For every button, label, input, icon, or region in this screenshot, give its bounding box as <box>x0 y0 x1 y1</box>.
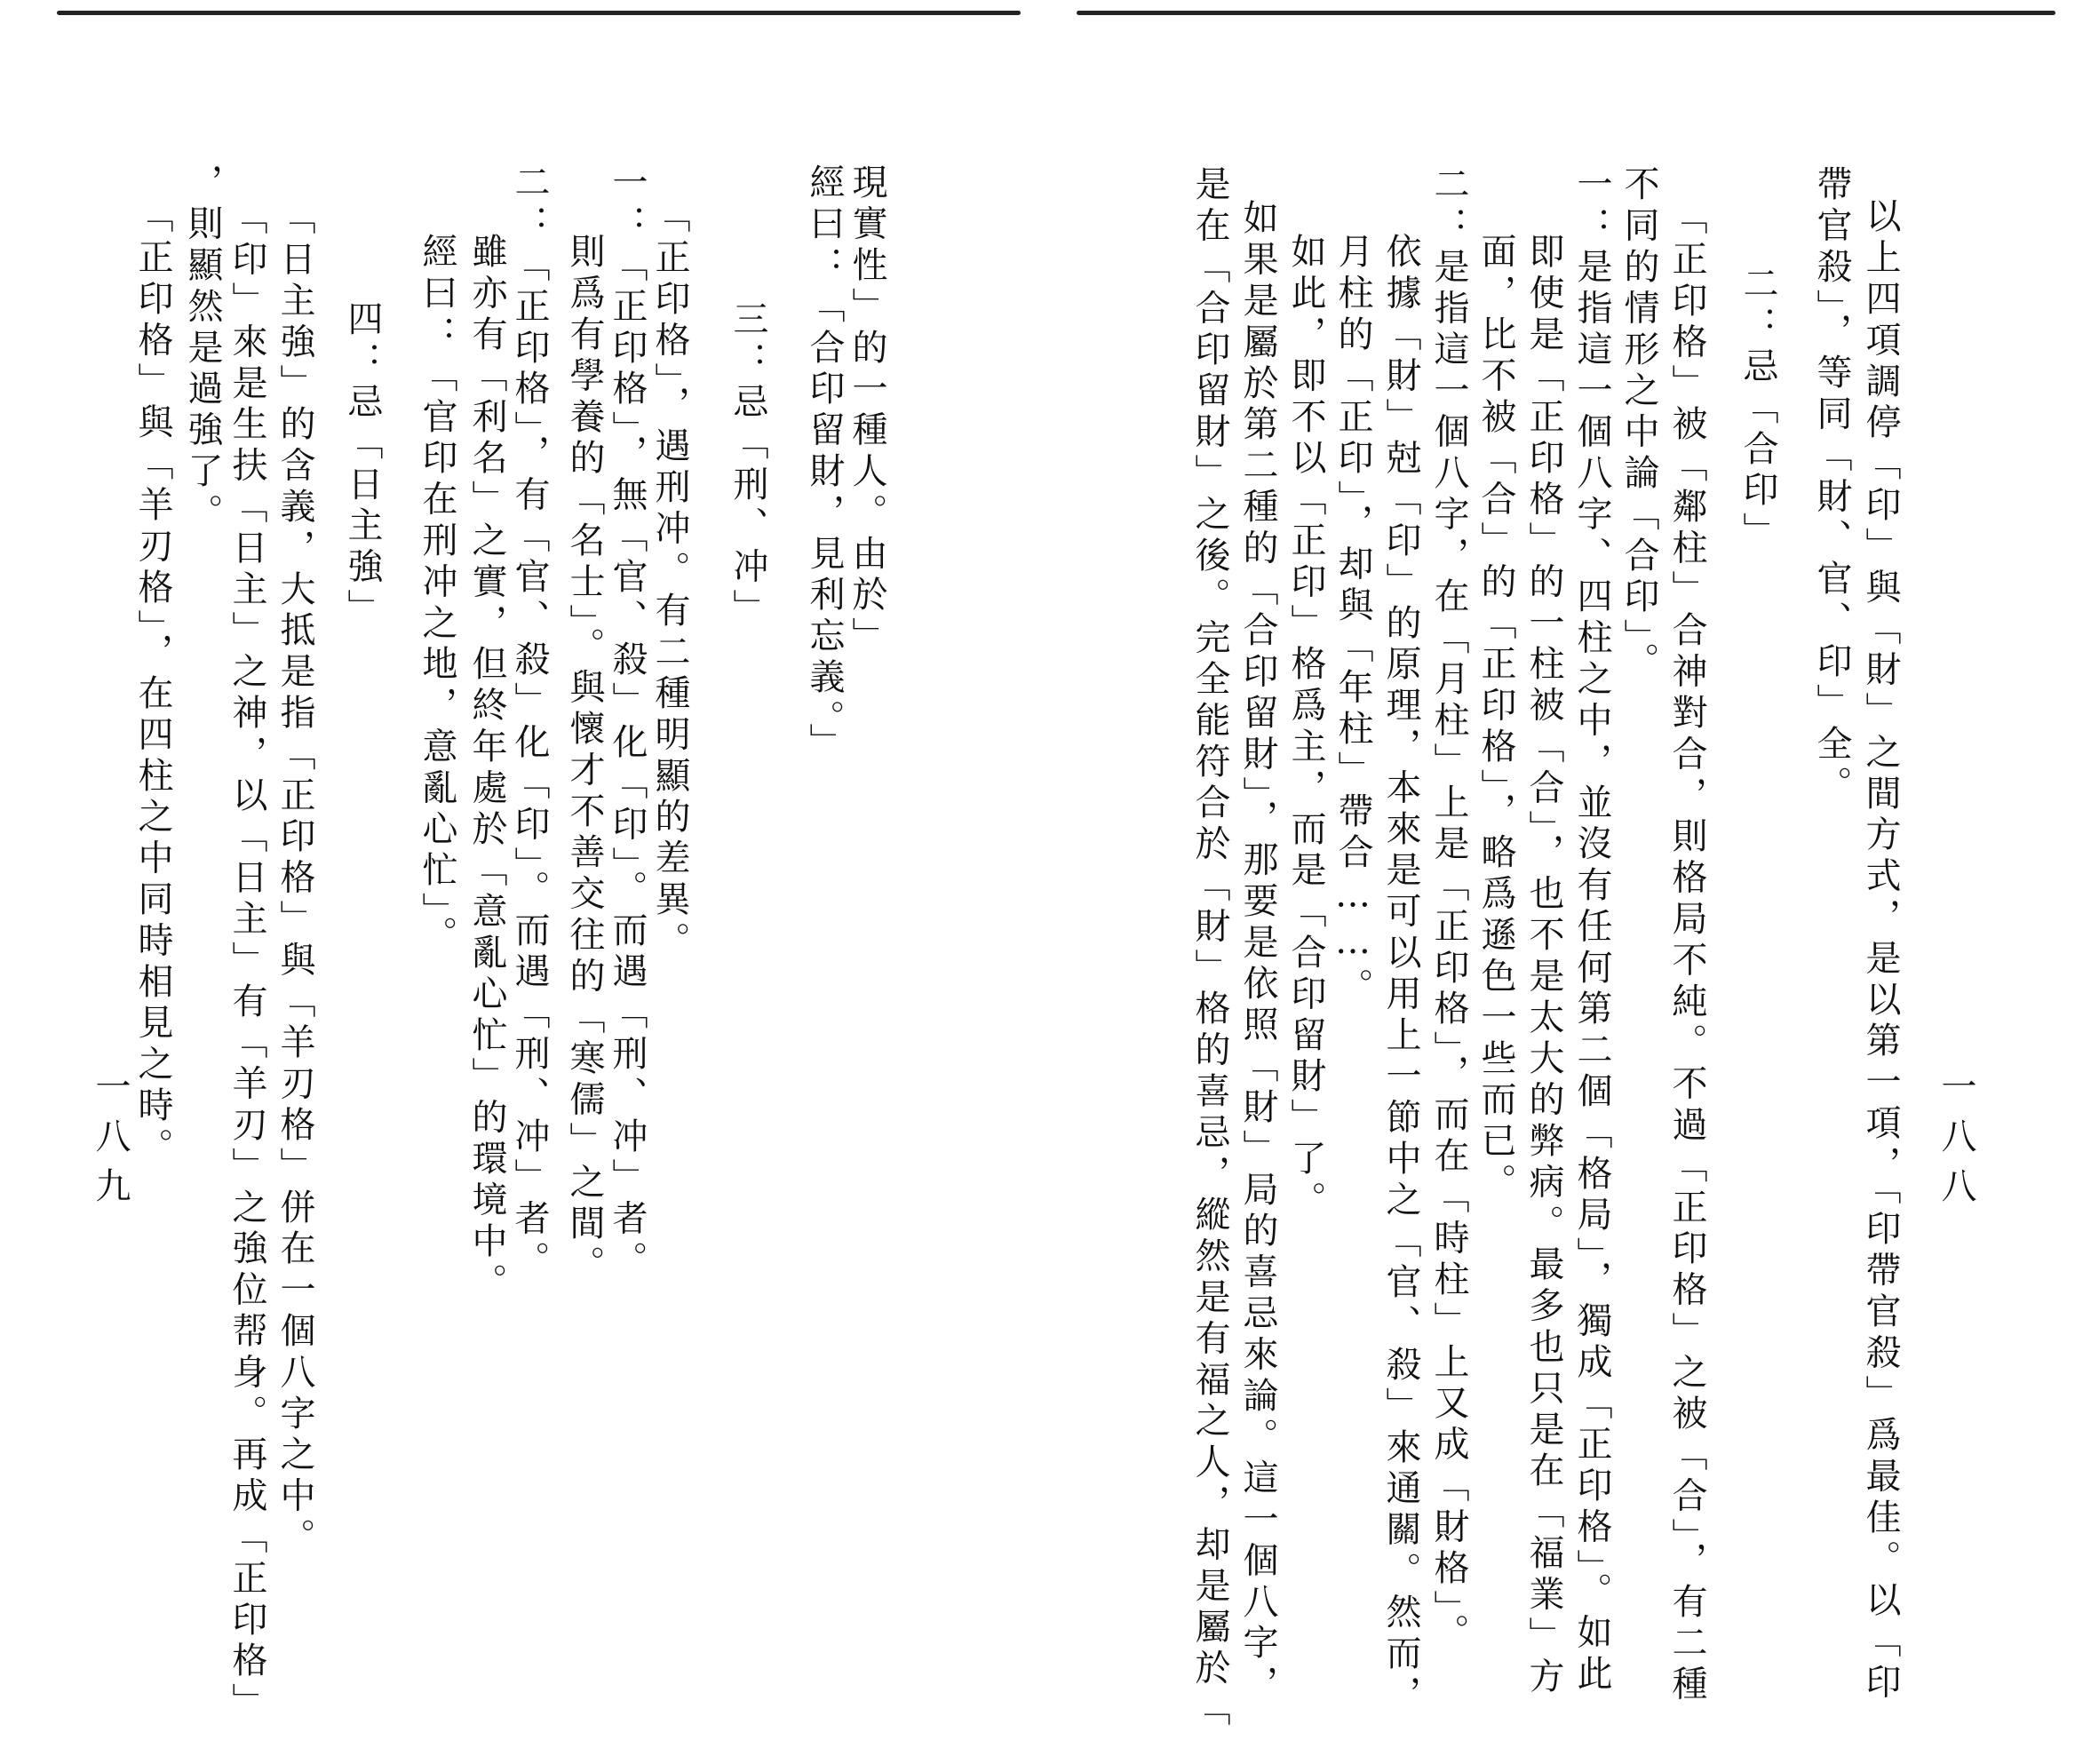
right-column-9: 二：是指這一個八字，在「月柱」上是「正印格」，而在「時柱」上又成「財格」。 <box>1428 165 1469 1655</box>
left-column-7: 二：「正印格」，有「官、殺」化「印」。而遇「刑、冲」者。 <box>509 163 550 1283</box>
left-column-5: 一：「正印格」，無「官、殺」化「印」。而遇「刑、冲」者。 <box>607 163 648 1283</box>
left-page-number: 一八九 <box>90 1068 131 1217</box>
top-rule <box>1077 11 2055 15</box>
right-page-number: 一八八 <box>1936 1068 1976 1217</box>
right-column-6: 一：是指這一個八字、四柱之中，並沒有任何第二個「格局」，獨成「正印格」。如此 <box>1571 165 1612 1696</box>
right-column-8: 面，比不被「合」的「正印格」，略爲遜色一些而已。 <box>1475 233 1516 1204</box>
top-rule <box>57 11 1021 15</box>
left-section-heading-4: 四：忌「日主強」 <box>342 300 383 631</box>
left-column-1: 現實性」的一種人。由於」 <box>847 163 887 658</box>
right-column-12: 如此，即不以「正印」格爲主，而是「合印留財」了。 <box>1285 233 1326 1222</box>
right-column-14: 是在「合印留財」之後。完全能符合於「財」格的喜忌，縱然是有福之人，却是屬於「 <box>1189 165 1230 1732</box>
right-column-5: 不同的情形之中論「合印」。 <box>1618 165 1659 684</box>
right-section-heading-2: 二：忌「合印」 <box>1737 265 1778 553</box>
right-column-2: 帶官殺」，等同「財、官、印」全。 <box>1811 165 1852 807</box>
left-column-9: 經曰：「官印在刑冲之地，意亂心忙」。 <box>417 233 457 957</box>
left-column-8: 雖亦有「利名」之實，但終年處於「意亂心忙」的環境中。 <box>466 233 507 1305</box>
right-column-4: 「正印格」被「鄰柱」合神對合，則格局不純。不過「正印格」之被「合」，有二種 <box>1666 199 1707 1706</box>
right-column-10: 依據「財」尅「印」的原理，本來是可以用上一節中之「官、殺」來通關。然而， <box>1380 233 1421 1717</box>
left-section-heading-3: 三：忌「刑、冲」 <box>727 300 768 631</box>
left-page <box>0 0 1038 1724</box>
left-column-2: 經曰：「合印留財，見利忘義。」 <box>804 163 845 764</box>
right-column-7: 即使是「正印格」的一柱被「合」，也不是太大的弊病。最多也只是在「福業」方 <box>1523 233 1564 1699</box>
left-column-13: ，則顯然是過強了。 <box>182 163 223 535</box>
left-column-6: 則爲有學養的「名士」。與懷才不善交往的「寒儒」之間。 <box>564 233 605 1287</box>
left-column-4: 「正印格」，遇刑冲。有二種明顯的差異。 <box>649 197 690 963</box>
left-column-11: 「日主強」的含義，大抵是指「正印格」與「羊刃格」併在一個八字之中。 <box>274 199 315 1560</box>
left-column-12: 「印」來是生扶「日主」之神，以「日主」有「羊刃」之強位帮身。再成「正印格」 <box>227 199 267 1724</box>
right-page <box>1038 0 2075 1732</box>
right-column-1: 以上四項調停「印」與「財」之間方式，是以第一項，「印帶官殺」爲最佳。以「印 <box>1860 197 1901 1704</box>
right-column-13: 如果是屬於第二種的「合印留財」，那要是依照「財」局的喜忌來論。這一個八字， <box>1237 199 1278 1706</box>
right-column-11: 月柱的「正印」，却與「年柱」帶合……。 <box>1332 233 1373 1009</box>
left-column-14: 「正印格」與「羊刃格」，在四柱之中同時相見之時。 <box>132 197 173 1169</box>
